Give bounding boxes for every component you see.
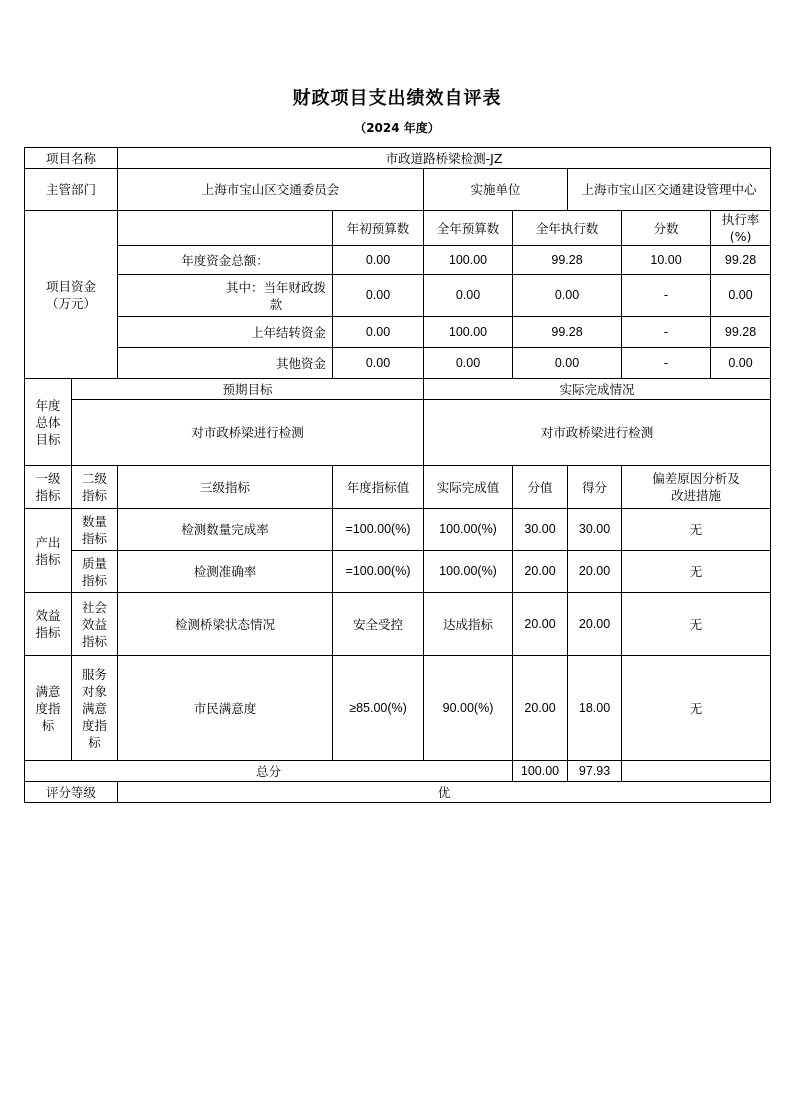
goals-expected: 对市政桥梁进行检测 <box>72 400 424 466</box>
funds-row-score: - <box>622 275 711 317</box>
funds-row-initial: 0.00 <box>333 275 424 317</box>
indicator-level1 <box>25 509 72 593</box>
indicator-weight: 20.00 <box>513 593 568 656</box>
header-level1-text: 一级指标 <box>35 471 61 503</box>
evaluation-table <box>24 147 771 803</box>
indicator-row <box>25 509 771 551</box>
grade-value: 优 <box>118 782 771 803</box>
dept-value: 上海市宝山区交通委员会 <box>118 169 424 211</box>
funds-row-rate: 99.28 <box>711 317 771 348</box>
funds-row-annual: 0.00 <box>424 348 513 379</box>
indicator-deviation: 无 <box>622 551 771 593</box>
funds-header-blank <box>118 211 333 246</box>
funds-row <box>25 348 771 379</box>
indicator-level2-text: 社会效益指标 <box>81 599 107 649</box>
funds-row-annual: 100.00 <box>424 317 513 348</box>
header-score: 得分 <box>568 466 622 509</box>
total-label: 总分 <box>25 761 513 782</box>
funds-header-executed: 全年执行数 <box>513 211 622 246</box>
funds-header-rate: 执行率(%) <box>711 211 771 246</box>
indicator-target: =100.00(%) <box>333 551 424 593</box>
indicator-deviation: 无 <box>622 593 771 656</box>
project-name-value: 市政道路桥梁检测-JZ <box>118 148 771 169</box>
header-actual: 实际完成值 <box>424 466 513 509</box>
indicator-actual: 100.00(%) <box>424 509 513 551</box>
funds-row-rate: 0.00 <box>711 348 771 379</box>
indicator-header-row <box>25 466 771 509</box>
funds-row <box>25 317 771 348</box>
funds-row-label: 上年结转资金 <box>118 317 333 348</box>
funds-row-executed: 99.28 <box>513 317 622 348</box>
header-deviation <box>622 466 771 509</box>
funds-row-rate: 0.00 <box>711 275 771 317</box>
funds-row-executed: 0.00 <box>513 275 622 317</box>
indicator-level1 <box>25 593 72 656</box>
indicator-level1-text: 效益指标 <box>35 608 61 640</box>
funds-header-score: 分数 <box>622 211 711 246</box>
funds-row-annual: 100.00 <box>424 246 513 275</box>
impl-label: 实施单位 <box>424 169 568 211</box>
header-level3: 三级指标 <box>118 466 333 509</box>
indicator-actual: 100.00(%) <box>424 551 513 593</box>
indicator-row <box>25 656 771 761</box>
grade-label: 评分等级 <box>25 782 118 803</box>
total-score: 97.93 <box>568 761 622 782</box>
header-level2-text: 二级指标 <box>81 471 107 503</box>
goals-actual: 对市政桥梁进行检测 <box>424 400 771 466</box>
project-name-label: 项目名称 <box>25 148 118 169</box>
department-row <box>25 169 771 211</box>
funds-row <box>25 275 771 317</box>
total-row <box>25 761 771 782</box>
indicator-level3: 检测准确率 <box>118 551 333 593</box>
indicator-level3: 检测桥梁状态情况 <box>118 593 333 656</box>
page-subtitle: （2024 年度） <box>354 121 440 135</box>
indicator-row <box>25 593 771 656</box>
header-deviation-text: 偏差原因分析及改进措施 <box>652 471 740 503</box>
funds-label <box>25 211 118 379</box>
funds-row-label: 年度资金总额： <box>118 246 333 275</box>
funds-row-score: 10.00 <box>622 246 711 275</box>
funds-row-label-text: 其中：当年财政拨款 <box>226 279 327 312</box>
funds-row <box>25 246 771 275</box>
header-level1 <box>25 466 72 509</box>
indicator-row <box>25 551 771 593</box>
indicator-score: 18.00 <box>568 656 622 761</box>
indicator-level2 <box>72 656 118 761</box>
funds-header-row <box>25 211 771 246</box>
funds-row-initial: 0.00 <box>333 348 424 379</box>
funds-row-score: - <box>622 317 711 348</box>
dept-label: 主管部门 <box>25 169 118 211</box>
goals-actual-header: 实际完成情况 <box>424 379 771 400</box>
indicator-level1-text: 产出指标 <box>35 534 61 567</box>
grade-row <box>25 782 771 803</box>
indicator-level1 <box>25 656 72 761</box>
funds-row-executed: 99.28 <box>513 246 622 275</box>
goals-label-text: 年度总体目标 <box>35 397 61 447</box>
indicator-level2 <box>72 593 118 656</box>
funds-row-executed: 0.00 <box>513 348 622 379</box>
funds-row-annual: 0.00 <box>424 275 513 317</box>
indicator-level1-text: 满意度指标 <box>35 683 61 733</box>
header-target: 年度指标值 <box>333 466 424 509</box>
goals-expected-header: 预期目标 <box>72 379 424 400</box>
header-level2 <box>72 466 118 509</box>
indicator-level3: 检测数量完成率 <box>118 509 333 551</box>
funds-header-initial: 年初预算数 <box>333 211 424 246</box>
indicator-weight: 20.00 <box>513 656 568 761</box>
goals-header-row <box>25 379 771 400</box>
indicator-level2 <box>72 551 118 593</box>
funds-row-score: - <box>622 348 711 379</box>
funds-row-initial: 0.00 <box>333 317 424 348</box>
project-name-row <box>25 148 771 169</box>
funds-row-label: 其他资金 <box>118 348 333 379</box>
total-weight: 100.00 <box>513 761 568 782</box>
indicator-actual: 90.00(%) <box>424 656 513 761</box>
indicator-level2 <box>72 509 118 551</box>
indicator-actual: 达成指标 <box>424 593 513 656</box>
indicator-target: 安全受控 <box>333 593 424 656</box>
indicator-level2-text: 数量指标 <box>81 513 107 546</box>
funds-label-text: 项目资金（万元） <box>45 278 96 311</box>
funds-header-annual: 全年预算数 <box>424 211 513 246</box>
indicator-weight: 20.00 <box>513 551 568 593</box>
funds-row-initial: 0.00 <box>333 246 424 275</box>
goals-content-row <box>25 400 771 466</box>
funds-row-rate: 99.28 <box>711 246 771 275</box>
indicator-level2-text: 服务对象满意度指标 <box>81 666 107 750</box>
indicator-score: 20.00 <box>568 551 622 593</box>
indicator-score: 30.00 <box>568 509 622 551</box>
goals-label <box>25 379 72 466</box>
total-blank <box>622 761 771 782</box>
funds-row-label <box>118 275 333 317</box>
indicator-weight: 30.00 <box>513 509 568 551</box>
impl-value: 上海市宝山区交通建设管理中心 <box>568 169 771 211</box>
indicator-deviation: 无 <box>622 509 771 551</box>
indicator-score: 20.00 <box>568 593 622 656</box>
indicator-target: ≥85.00(%) <box>333 656 424 761</box>
indicator-level3: 市民满意度 <box>118 656 333 761</box>
header-weight: 分值 <box>513 466 568 509</box>
indicator-deviation: 无 <box>622 656 771 761</box>
indicator-level2-text: 质量指标 <box>81 555 107 588</box>
page-title: 财政项目支出绩效自评表 <box>292 88 502 109</box>
indicator-target: =100.00(%) <box>333 509 424 551</box>
